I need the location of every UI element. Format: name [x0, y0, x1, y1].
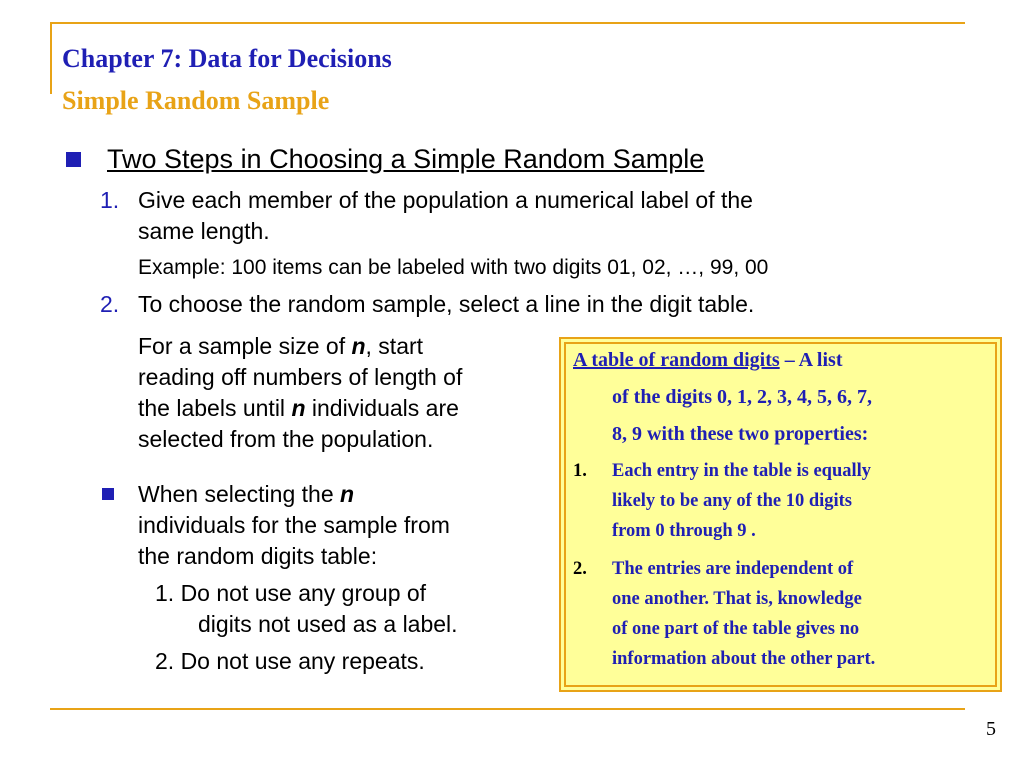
step2-para-line4: selected from the population. — [138, 426, 434, 452]
property1-line2: likely to be any of the 10 digits — [612, 491, 852, 511]
property2-line2: one another. That is, knowledge — [612, 589, 862, 609]
title-accent-vertical-line — [50, 22, 52, 94]
square-bullet-icon — [66, 152, 81, 167]
slide-title: Chapter 7: Data for Decisions — [62, 44, 392, 73]
page-number: 5 — [986, 718, 996, 740]
footer-line — [50, 708, 965, 710]
step2-paragraph — [138, 331, 548, 455]
square-bullet-icon — [102, 488, 114, 500]
bullet2-line3: the random digits table: — [138, 543, 378, 569]
definition-line1: A table of random digits – A list — [573, 349, 843, 371]
definition-term: A table of random digits — [573, 349, 780, 371]
bullet2-line2: individuals for the sample from — [138, 512, 450, 538]
main-heading: Two Steps in Choosing a Simple Random Sample — [107, 144, 705, 174]
property1-line1: Each entry in the table is equally — [612, 461, 872, 481]
definition-line3: 8, 9 with these two properties: — [612, 423, 869, 445]
step2-para-line2: reading off numbers of length of — [138, 364, 463, 390]
rule1-line2: digits not used as a label. — [198, 611, 458, 637]
property2-number: 2. — [573, 559, 587, 579]
property2-line3: of one part of the table gives no — [612, 619, 860, 639]
property2-line1: The entries are independent of — [612, 559, 854, 579]
step1-line2: same length. — [138, 218, 270, 244]
step2-para-line1: For a sample size of n, start — [138, 333, 424, 359]
step1-number: 1. — [100, 187, 120, 213]
property1-number: 1. — [573, 461, 587, 481]
property2-line4: information about the other part. — [612, 649, 876, 669]
property1-line3: from 0 through 9 . — [612, 521, 756, 541]
step1-line1: Give each member of the population a numerical label of the — [138, 187, 753, 213]
definition-line2: of the digits 0, 1, 2, 3, 4, 5, 6, 7, — [612, 386, 872, 408]
definition-box — [559, 337, 1002, 692]
step1-example: Example: 100 items can be labeled with two digits 01, 02, …, 99, 00 — [138, 256, 769, 279]
slide-subtitle: Simple Random Sample — [62, 86, 330, 115]
step2-number: 2. — [100, 291, 120, 317]
rule2: 2. Do not use any repeats. — [155, 648, 425, 674]
step2-para-line3: the labels until n individuals are — [138, 395, 459, 421]
step2-line1: To choose the random sample, select a line in the digit table. — [138, 291, 755, 317]
title-accent-top-line — [50, 22, 965, 24]
bullet2-line1: When selecting the n — [138, 481, 355, 507]
rule1-line1: 1. Do not use any group of — [155, 580, 427, 606]
